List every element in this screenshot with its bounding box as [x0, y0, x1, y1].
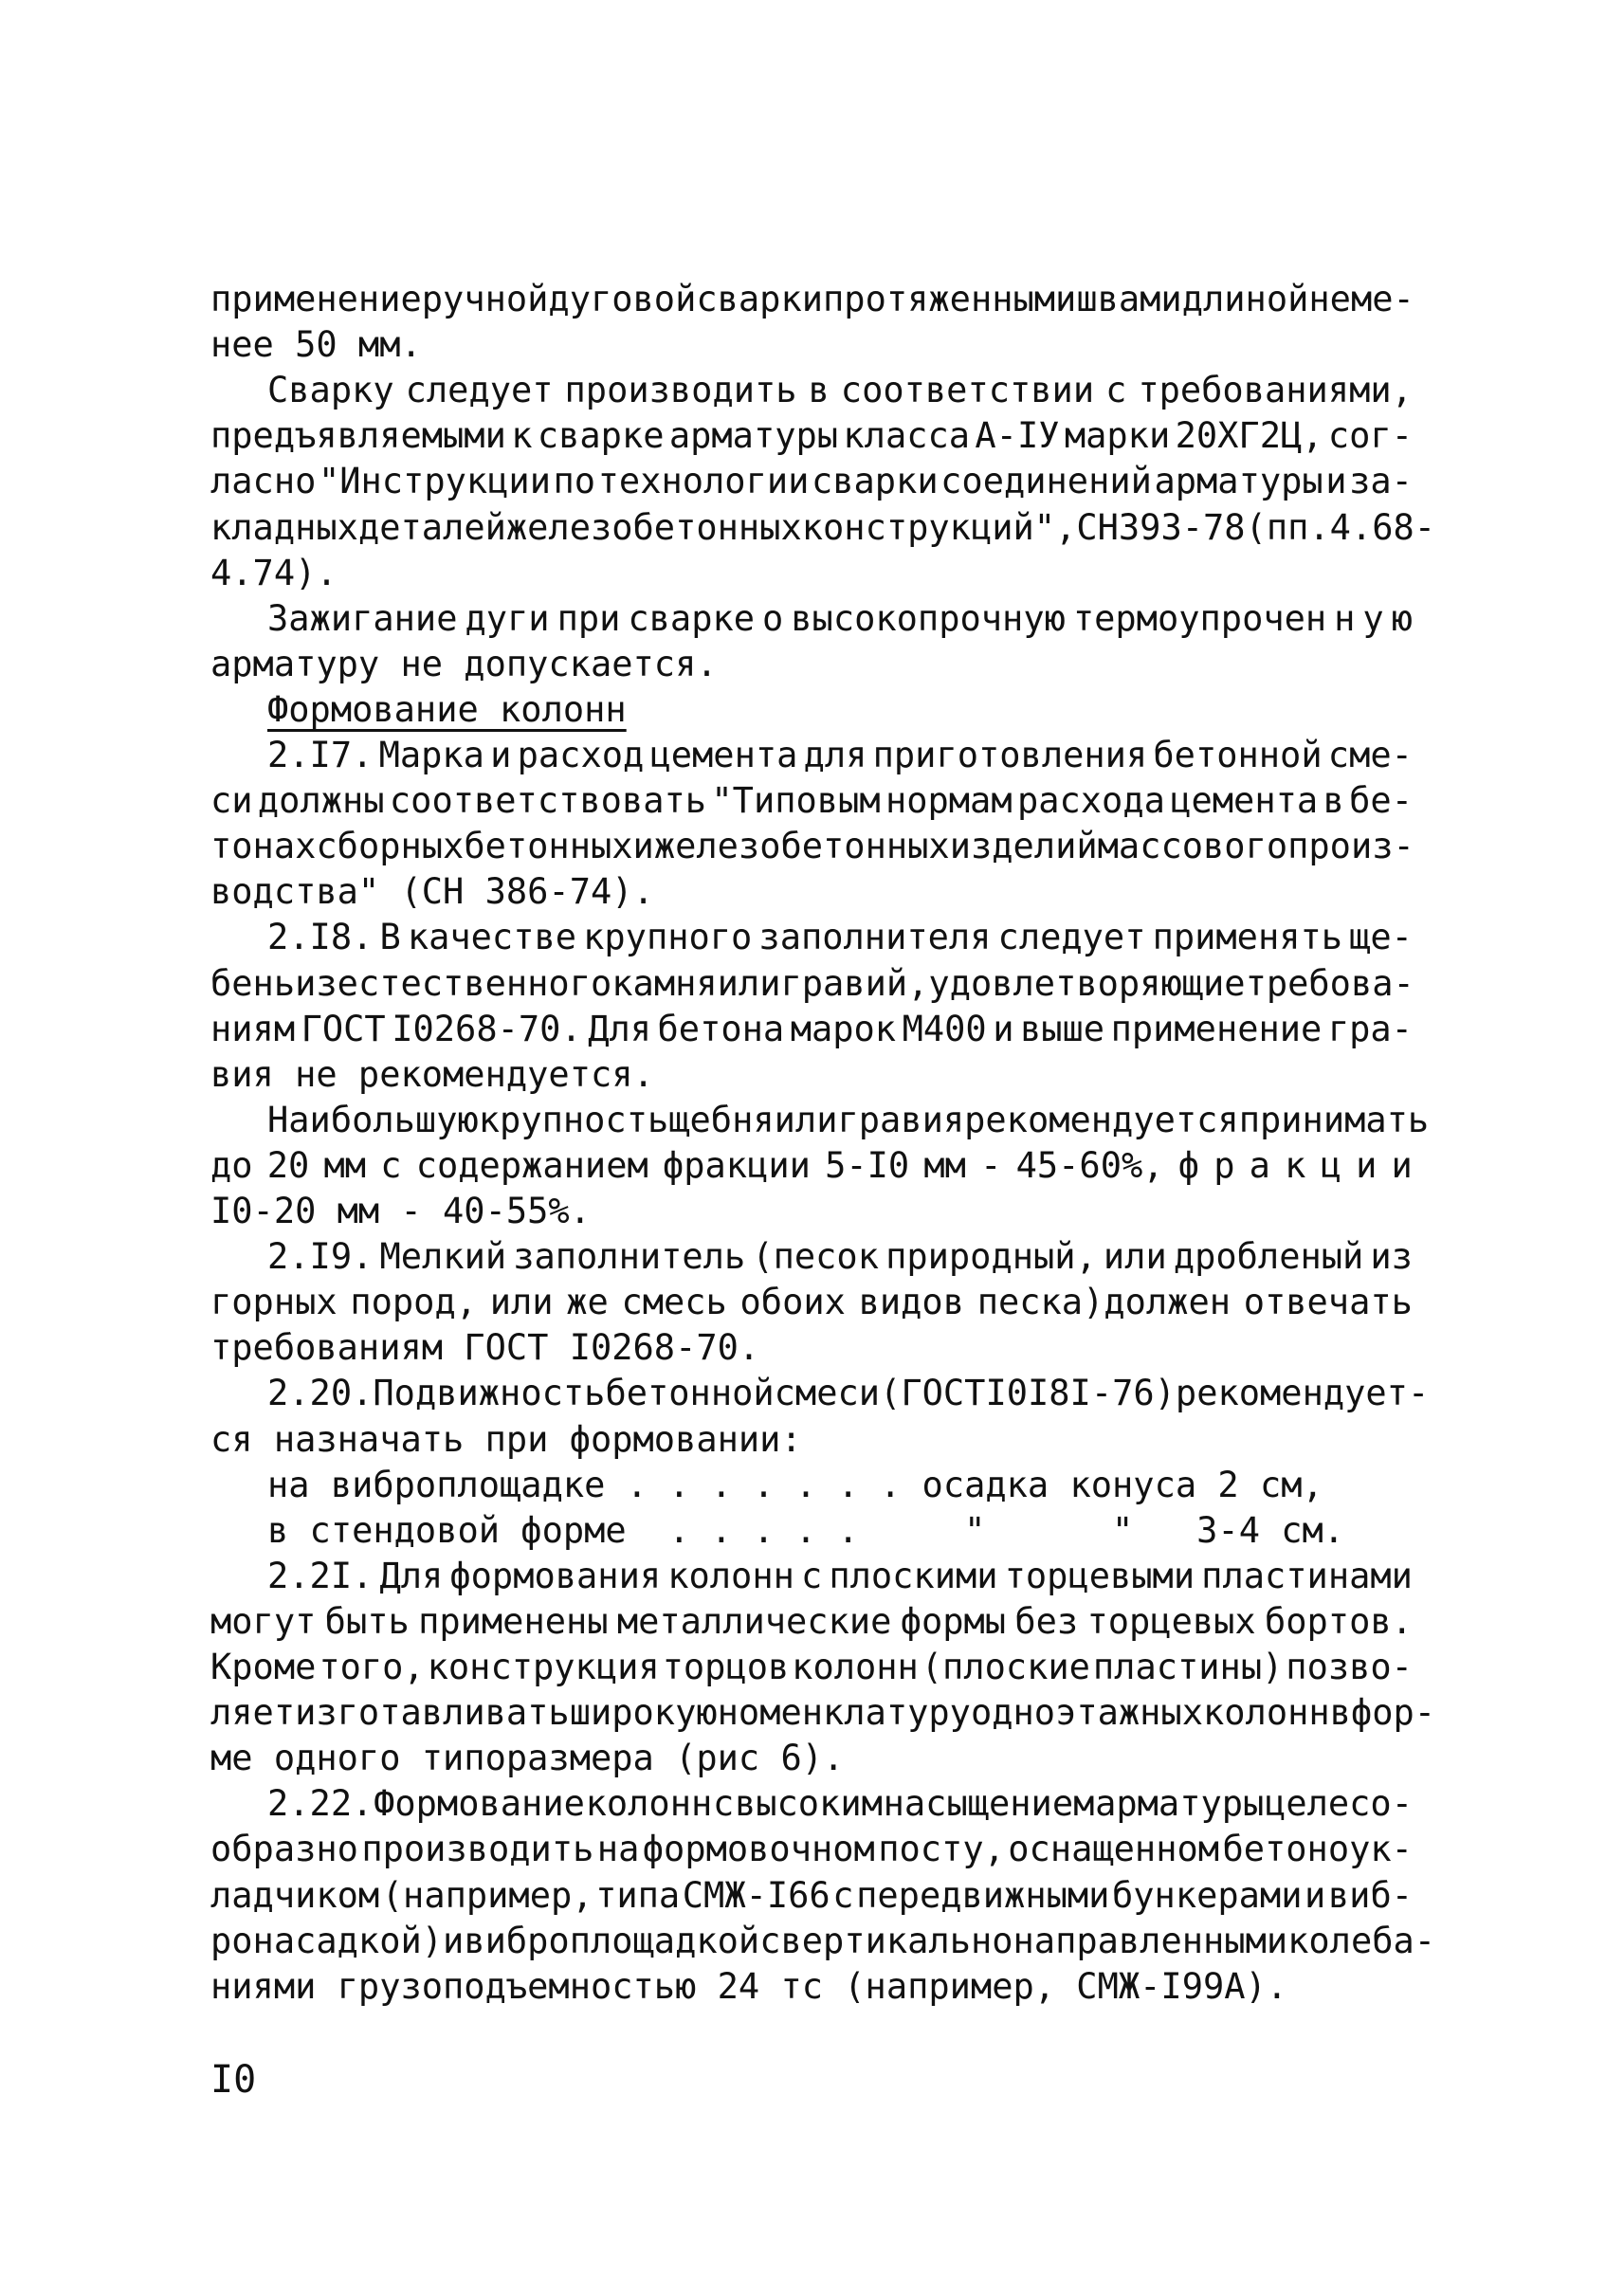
text-line: бень из естественного камня или гравий, удовлетворяющие требова- [210, 962, 1414, 1004]
text-line: I0-20 мм - 40-55%. [210, 1191, 591, 1231]
text-line: 2.I8. В качестве крупного заполнителя следует применять ще- [267, 917, 1413, 958]
text-line: нее 50 мм. [210, 324, 422, 366]
text-line: ниями грузоподъемностью 24 тс (например, СМЖ-I99А). [210, 1965, 1288, 2007]
text-line: горных пород, или же смесь обоих видов песка)должен отвечать [210, 1282, 1413, 1323]
text-line: 2.I7. Марка и расход цемента для приготовления бетонной сме- [267, 735, 1413, 775]
text-line: кладных деталей железобетонных конструкций", СН 393-78 (пп.4.68- [210, 506, 1436, 548]
text-line: образно производить на формовочном посту, оснащенном бетоноук- [210, 1829, 1413, 1870]
text-line: требованиям ГОСТ I0268-70. [210, 1327, 760, 1369]
text-line: ронасадкой) и виброплощадкой с вертикально направленными колеба- [210, 1920, 1436, 1961]
text-line: водства" (СН 386-74). [210, 871, 654, 913]
text-line: Зажигание дуги при сварке о высокопрочную термоупрочен н у ю [267, 597, 1413, 639]
text-line: 2.22. Формование колонн с высоким насыщением арматуры целесо- [267, 1783, 1413, 1825]
text-line: Кроме того, конструкция торцов колонн (плоские пластины) позво- [210, 1647, 1413, 1687]
text-line: 4.74). [210, 552, 338, 593]
text-line: на виброплощадке . . . . . . . осадка конуса 2 см, [267, 1464, 1323, 1505]
text-line: в стендовой форме . . . . . " " 3-4 см. [267, 1509, 1345, 1551]
text-line: си должны соответствовать "Типовым нормам расхода цемента в бе- [210, 780, 1413, 822]
page-number: I0 [210, 2058, 257, 2102]
text-line: ласно "Инструкции по технологии сварки соединений арматуры и за- [210, 461, 1413, 502]
text-line: Наибольшую крупность щебня или гравия рекомендуется принимать [267, 1099, 1430, 1140]
text-line: ме одного типоразмера (рис 6). [210, 1738, 845, 1779]
text-line: до 20 мм с содержанием фракции 5-I0 мм - 45-60%, ф р а к ц и и [210, 1144, 1413, 1186]
text-line: могут быть применены металлические формы без торцевых бортов. [210, 1600, 1413, 1642]
text-line: 2.I9. Мелкий заполнитель (песок природный, или дробленый из [267, 1236, 1413, 1278]
text-line: 2.20. Подвижность бетонной смеси (ГОСТ I0I8I-76) рекомендует- [267, 1373, 1430, 1414]
text-line: ляет изготавливать широкую номенклатуру одноэтажных колонн в фор- [210, 1692, 1436, 1734]
text-line: ся назначать при формовании: [210, 1418, 802, 1460]
text-line: ладчиком (например, типа СМЖ-I66 с передвижными бункерами и виб- [210, 1874, 1413, 1916]
text-line: ниям ГОСТ I0268-70. Для бетона марок М400 и выше применение гра- [210, 1008, 1413, 1049]
section-heading: Формование колонн [267, 688, 627, 730]
text-line: Сварку следует производить в соответствии с требованиями, [267, 370, 1413, 411]
text-line: применение ручной дуговой сварки протяженными швами длиной не ме- [210, 279, 1414, 319]
text-line: арматуру не допускается. [210, 643, 718, 684]
text-line: предъявляемыми к сварке арматуры класса А-IУ марки 20ХГ2Ц, сог- [210, 415, 1413, 457]
text-line: тонах сборных бетонных и железобетонных изделий массового произ- [210, 826, 1414, 867]
text-line: вия не рекомендуется. [210, 1053, 654, 1095]
text-line: 2.2I. Для формования колонн с плоскими торцевыми пластинами [267, 1555, 1413, 1596]
